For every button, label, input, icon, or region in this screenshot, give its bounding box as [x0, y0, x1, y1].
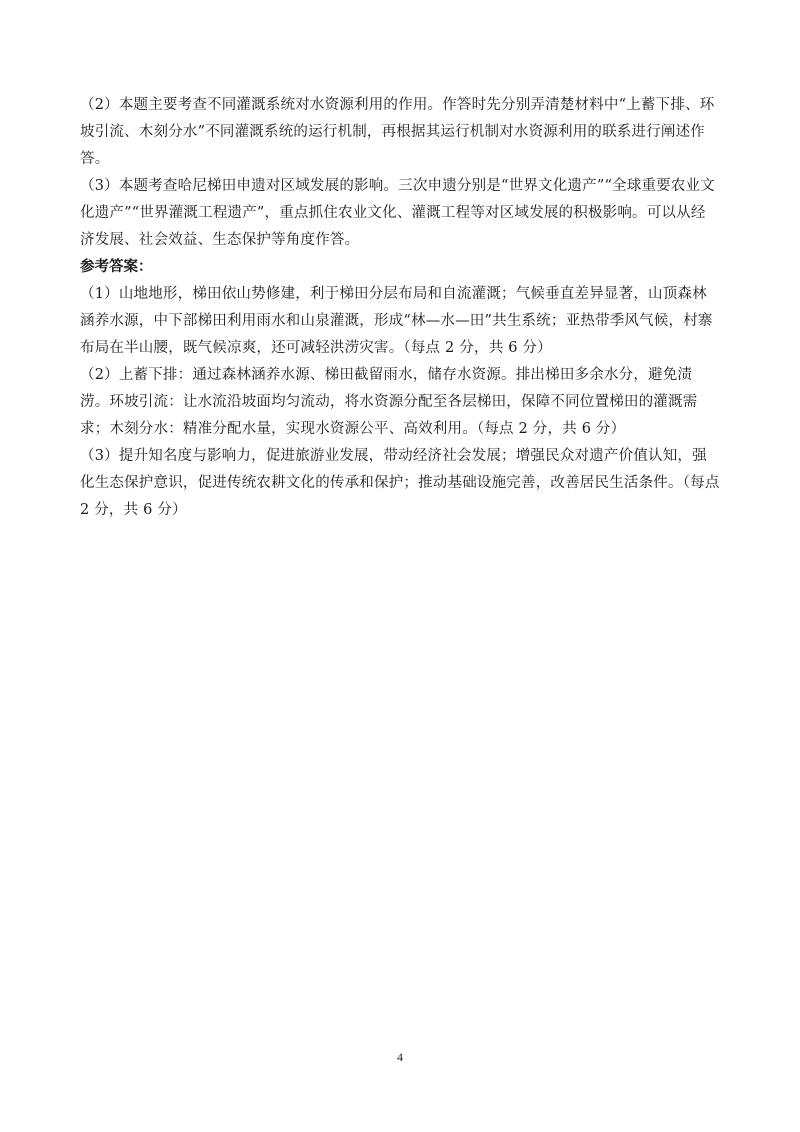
- analysis-paragraph-3: （3）本题考查哈尼梯田申遗对区域发展的影响。三次申遗分别是“世界文化遗产”“全球重要农业文化遗产”“世界灌溉工程遗产”，重点抓住农业文化、灌溉工程等对区域发展的积极影响。可以从经济发展、社会效益、生态保护等角度作答。: [80, 178, 715, 248]
- page-number: 4: [397, 1050, 403, 1064]
- content-body: [80, 92, 720, 524]
- answer-heading: 参考答案：: [80, 259, 153, 275]
- answer-2: （2）上蓄下排：通过森林涵养水源、梯田截留雨水，储存水资源。排出梯田多余水分，避免渍涝。环坡引流：让水流沿坡面均匀流动，将水资源分配至各层梯田，保障不同位置梯田的灌溉需求；木刻分水：精准分配水量，实现水资源公平、高效利用。（每点 2 分，共 6 分）: [80, 367, 698, 437]
- answer-1: （1）山地地形，梯田依山势修建，利于梯田分层布局和自流灌溉；气候垂直差异显著，山顶森林涵养水源，中下部梯田利用雨水和山泉灌溉，形成“林—水—田”共生系统；亚热带季风气候，村寨布局在半山腰，既气候凉爽，还可减轻洪涝灾害。（每点 2 分，共 6 分）: [80, 286, 713, 356]
- analysis-paragraph-2: （2）本题主要考查不同灌溉系统对水资源利用的作用。作答时先分别弄清楚材料中“上蓄下排、环坡引流、木刻分水”不同灌溉系统的运行机制，再根据其运行机制对水资源利用的联系进行阐述作答。: [80, 97, 715, 167]
- answer-3: （3）提升知名度与影响力，促进旅游业发展，带动经济社会发展；增强民众对遗产价值认知，强化生态保护意识，促进传统农耕文化的传承和保护；推动基础设施完善，改善居民生活条件。（每点 2 分，共 6 分）: [80, 448, 720, 518]
